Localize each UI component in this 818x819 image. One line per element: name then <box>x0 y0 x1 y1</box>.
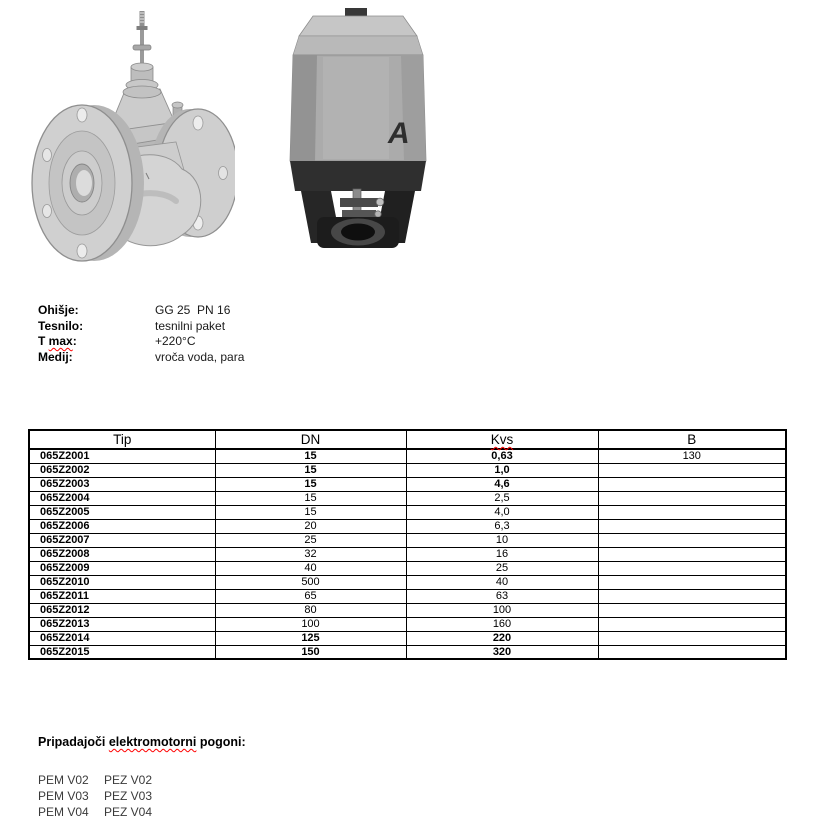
cell-tip: 065Z2011 <box>29 589 215 603</box>
cell-dn: 100 <box>215 617 406 631</box>
cell-tip: 065Z2013 <box>29 617 215 631</box>
cell-dn: 25 <box>215 533 406 547</box>
table-row <box>29 449 786 463</box>
spellcheck-underlined-word: max <box>48 334 73 348</box>
cell-kvs: 6,3 <box>406 519 598 533</box>
table-row <box>29 519 786 533</box>
table-row <box>29 645 786 659</box>
cell-dn: 80 <box>215 603 406 617</box>
cell-b <box>598 519 786 533</box>
cell-kvs: 4,6 <box>406 477 598 491</box>
cell-b <box>598 491 786 505</box>
cell-tip: 065Z2004 <box>29 491 215 505</box>
cell-dn: 15 <box>215 505 406 519</box>
table-row <box>29 589 786 603</box>
cell-tip: 065Z2008 <box>29 547 215 561</box>
pogoni-list <box>38 772 152 819</box>
pogoni-heading: Pripadajoči elektromotorni pogoni: <box>38 735 246 749</box>
cell-kvs: 16 <box>406 547 598 561</box>
cell-b <box>598 575 786 589</box>
cell-b <box>598 631 786 645</box>
spec-value: vroča voda, para <box>155 349 245 364</box>
cell-dn: 15 <box>215 491 406 505</box>
column-header-b: B <box>598 430 786 449</box>
cell-kvs: 0,63 <box>406 449 598 463</box>
spec-label: Medij: <box>38 349 73 364</box>
spec-label: T max: <box>38 334 77 348</box>
cell-dn: 15 <box>215 477 406 491</box>
spec-row <box>38 334 244 350</box>
cell-dn: 40 <box>215 561 406 575</box>
actuator-logo: A <box>388 117 410 150</box>
table-row <box>29 575 786 589</box>
table-row <box>29 491 786 505</box>
spec-label: Ohišje: <box>38 303 79 317</box>
cell-dn: 150 <box>215 645 406 659</box>
table-row <box>29 477 786 491</box>
cell-tip: 065Z2007 <box>29 533 215 547</box>
cell-kvs: 25 <box>406 561 598 575</box>
cell-tip: 065Z2001 <box>29 449 215 463</box>
table-row <box>29 631 786 645</box>
cell-tip: 065Z2003 <box>29 477 215 491</box>
cell-kvs: 320 <box>406 645 598 659</box>
actuator-stem-assembly <box>340 189 384 219</box>
cell-tip: 065Z2006 <box>29 519 215 533</box>
cell-dn: 15 <box>215 449 406 463</box>
actuator-clamp <box>317 217 399 248</box>
actuator-top-cap <box>293 16 423 55</box>
pogoni-row <box>38 804 152 819</box>
cell-b: 130 <box>598 449 786 463</box>
cell-dn: 500 <box>215 575 406 589</box>
pez-label: PEZ V04 <box>104 805 153 819</box>
spec-row <box>38 350 244 366</box>
cell-tip: 065Z2015 <box>29 645 215 659</box>
cell-tip: 065Z2010 <box>29 575 215 589</box>
spellcheck-underlined-word: Kvs <box>490 432 514 447</box>
cell-kvs: 100 <box>406 603 598 617</box>
valve-table <box>28 429 787 660</box>
table-row <box>29 561 786 575</box>
cell-tip: 065Z2012 <box>29 603 215 617</box>
cell-dn: 20 <box>215 519 406 533</box>
pem-label: PEM V04 <box>38 805 89 819</box>
actuator-photo <box>283 3 433 250</box>
table-row <box>29 533 786 547</box>
cell-tip: 065Z2005 <box>29 505 215 519</box>
table-row <box>29 617 786 631</box>
spec-value: +220°C <box>155 334 196 348</box>
cell-kvs: 160 <box>406 617 598 631</box>
actuator-lower-housing <box>290 161 426 191</box>
cell-dn: 65 <box>215 589 406 603</box>
spec-label: Tesnilo: <box>38 318 84 333</box>
cell-dn: 15 <box>215 463 406 477</box>
valve-photo <box>30 5 235 290</box>
pogoni-row <box>38 772 152 788</box>
table-row <box>29 505 786 519</box>
cell-dn: 125 <box>215 631 406 645</box>
cell-kvs: 1,0 <box>406 463 598 477</box>
cell-b <box>598 645 786 659</box>
cell-kvs: 4,0 <box>406 505 598 519</box>
column-header-dn: DN <box>215 430 406 449</box>
cell-b <box>598 603 786 617</box>
cell-tip: 065Z2002 <box>29 463 215 477</box>
spellcheck-underlined-word: elektromotorni <box>108 735 197 749</box>
cell-kvs: 63 <box>406 589 598 603</box>
table-row <box>29 547 786 561</box>
cell-kvs: 220 <box>406 631 598 645</box>
spec-row <box>38 319 244 335</box>
spec-list <box>38 303 244 365</box>
cell-kvs: 2,5 <box>406 491 598 505</box>
table-row <box>29 463 786 477</box>
cell-b <box>598 505 786 519</box>
spec-value: tesnilni paket <box>155 318 226 333</box>
pogoni-row <box>38 788 152 804</box>
cell-tip: 065Z2014 <box>29 631 215 645</box>
cell-b <box>598 533 786 547</box>
column-header-tip: Tip <box>29 430 215 449</box>
cell-kvs: 10 <box>406 533 598 547</box>
cell-tip: 065Z2009 <box>29 561 215 575</box>
cell-b <box>598 547 786 561</box>
cell-b <box>598 477 786 491</box>
pem-label: PEM V02 <box>38 773 89 787</box>
spec-value: GG 25 PN 16 <box>155 303 231 317</box>
table-header-row <box>29 430 786 449</box>
table-row <box>29 603 786 617</box>
pem-label: PEM V03 <box>38 789 89 803</box>
cell-kvs: 40 <box>406 575 598 589</box>
pez-label: PEZ V03 <box>104 789 153 803</box>
valve-left-flange <box>32 105 144 261</box>
cell-b <box>598 617 786 631</box>
column-header-kvs <box>406 430 598 449</box>
cell-b <box>598 561 786 575</box>
spec-row <box>38 303 244 319</box>
cell-b <box>598 463 786 477</box>
cell-dn: 32 <box>215 547 406 561</box>
cell-b <box>598 589 786 603</box>
pez-label: PEZ V02 <box>104 773 153 787</box>
